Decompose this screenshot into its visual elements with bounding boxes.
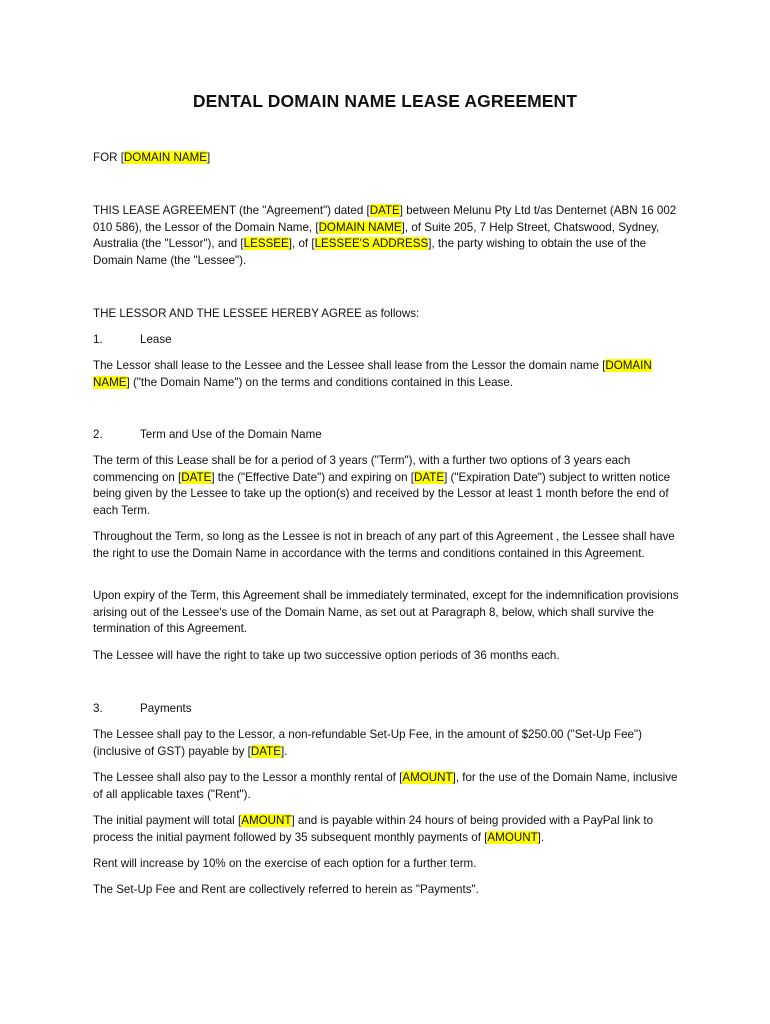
placeholder-date[interactable]: DATE [369,204,400,217]
rent-paragraph: The Lessee shall also pay to the Lessor a monthly rental of [AMOUNT], for the use of the Domain Name, inclusive of all applicable taxes ("Rent"). [93,771,678,801]
placeholder-date[interactable]: DATE [181,470,212,484]
section-heading-payments: 3. Payments [93,702,192,715]
use-paragraph: Throughout the Term, so long as the Lessee is not in breach of any part of this Agreement , the Lessee shall have the right to use the Domain Name in accordance with the terms and conditions contained in this Agreement. [93,530,675,560]
section-heading-lease: 1. Lease [93,333,172,346]
for-line: FOR [DOMAIN NAME] [93,151,211,164]
initial-payment-paragraph: The initial payment will total [AMOUNT] and is payable within 24 hours of being provided with a PayPal link to process the initial payment followed by 35 subsequent monthly payments of [AMOUNT]. [93,814,654,844]
section-heading-term: 2. Term and Use of the Domain Name [93,428,322,441]
placeholder-lessee-address[interactable]: LESSEE'S ADDRESS [314,237,429,251]
placeholder-amount[interactable]: AMOUNT [241,814,292,827]
placeholder-domain-name[interactable]: DOMAIN NAME [93,359,652,389]
option-paragraph: The Lessee will have the right to take up two successive option periods of 36 months each. [93,649,560,662]
placeholder-lessee[interactable]: LESSEE [243,237,289,251]
agree-line: THE LESSOR AND THE LESSEE HEREBY AGREE as follows: [93,307,420,320]
lease-paragraph: The Lessor shall lease to the Lessee and the Lessee shall lease from the Lessor the domain name [DOMAIN NAME] ("the Domain Name") on the terms and conditions contained in this Lease. [93,359,652,389]
intro-paragraph: THIS LEASE AGREEMENT (the "Agreement") dated [DATE] between Melunu Pty Ltd t/as Denternet (ABN 16 002 010 586), the Lessor of the Domain Name, [DOMAIN NAME], of Suite 205, 7 Help Street, Chatswood, Sydney, Australia (the "Lessor"), and [LESSEE], of [LESSEE'S ADDRESS], the party wishing to obtain the use of the Domain Name (the "Lessee"). [93,204,677,267]
rent-increase-paragraph: Rent will increase by 10% on the exercise of each option for a further term. [93,857,477,870]
document-title: DENTAL DOMAIN NAME LEASE AGREEMENT [192,91,578,111]
setup-fee-paragraph: The Lessee shall pay to the Lessor, a non-refundable Set-Up Fee, in the amount of $250.00 ("Set-Up Fee") (inclusive of GST) payable by [DATE]. [93,728,642,758]
placeholder-amount[interactable]: AMOUNT [487,830,538,844]
placeholder-date[interactable]: DATE [250,744,281,758]
placeholder-domain-name[interactable]: DOMAIN NAME [123,151,208,164]
placeholder-domain-name[interactable]: DOMAIN NAME [318,220,402,234]
placeholder-amount[interactable]: AMOUNT [402,771,453,784]
expiry-paragraph: Upon expiry of the Term, this Agreement shall be immediately terminated, except for the indemnification provisions arising out of the Lessee's use of the Domain Name, as set out at Paragraph 8, below, which shall survive the termination of this Agreement. [93,589,679,636]
term-paragraph: The term of this Lease shall be for a period of 3 years ("Term"), with a further two options of 3 years each commencing on [DATE] the ("Effective Date") and expiring on [DATE] ("Expiration Date") subject to written notice being given by the Lessee to take up the option(s) and received by the Lessor at least 1 month before the end of each Term. [93,454,671,517]
payments-definition-paragraph: The Set-Up Fee and Rent are collectively referred to herein as "Payments". [93,883,479,896]
placeholder-date[interactable]: DATE [414,470,445,484]
